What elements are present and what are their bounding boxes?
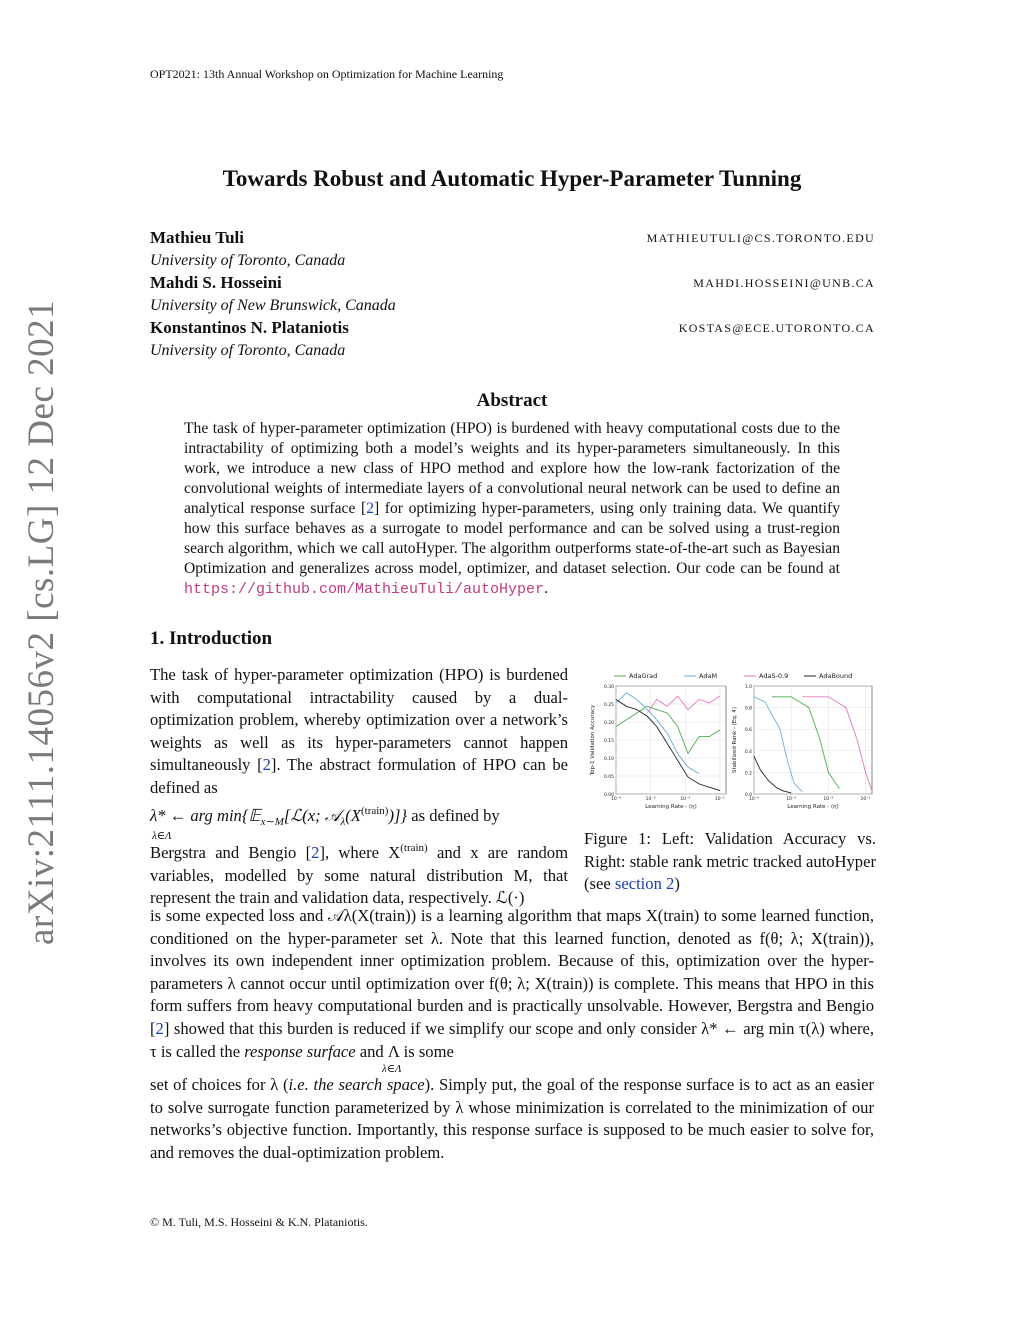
caption-text: Figure 1: Left: Validation Accuracy vs. Right: stable rank metric tracked autoHyper (see	[584, 829, 876, 894]
text: ], where X	[319, 843, 401, 862]
abstract-heading: Abstract	[476, 390, 548, 411]
intro-paragraph-1	[150, 664, 568, 800]
x-tick-label: 10⁻³	[786, 797, 797, 802]
equation-1	[150, 800, 568, 842]
x-tick-label: 10⁻¹	[714, 797, 725, 802]
eq-part: [ℒ(x; 𝒜	[283, 806, 341, 825]
code-url-link[interactable]: https://github.com/MathieuTuli/autoHyper	[184, 581, 545, 598]
abstract-part: ] for optimizing hyper-parameters, using only training data. We quantify how this surface behaves as a surrogate to model performance and can be solved using a trust-region search algorithm, which we call autoHyper. The algorithm outperforms state-of-the-art such as Bayesian Optimization and generalizes across model, optimizer, and dataset selection. Our code can be found at	[184, 500, 840, 577]
citation-link[interactable]: 2	[155, 1018, 164, 1038]
y-tick-label: 0.30	[603, 685, 614, 690]
author-affiliation: University of Toronto, Canada	[150, 252, 346, 269]
intro-paragraph-4	[150, 1074, 874, 1164]
caption-text: )	[674, 874, 680, 894]
author-email[interactable]: KOSTAS@ECE.UTORONTO.CA	[678, 321, 875, 335]
legend-label: AdaGrad	[629, 672, 658, 680]
eq-superscript: (train)	[400, 842, 428, 854]
y-tick-label: 0.00	[603, 793, 614, 798]
text: set of choices for λ (	[150, 1075, 289, 1094]
section-link[interactable]: section 2	[614, 874, 675, 894]
text: and x are random variables, modelled by some natural distribution M, that represent the train and validation data, respectively. ℒ(·)	[150, 843, 569, 908]
plot-frame	[754, 686, 872, 794]
eq-part: λ* ← arg min{𝔼	[150, 806, 261, 825]
eq-superscript: (train)	[360, 805, 389, 817]
author-affiliation: University of Toronto, Canada	[150, 342, 346, 359]
y-tick-label: 0.0	[744, 793, 752, 798]
copyright-footer: © M. Tuli, M.S. Hosseini & K.N. Plataniotis.	[150, 1215, 368, 1229]
text: ). Simply put, the goal of the response surface is to act as an easier to solve surrogate function parameterized by λ whose minimization is correlated to the minimization of our networks’s objective function. Importantly, this response surface is supposed to be much easier to solve for, and removes the dual-optimization problem.	[150, 1075, 874, 1162]
eq-subscript: x∼M	[260, 816, 284, 828]
x-axis-label: Learning Rate - (η)	[645, 804, 697, 810]
right-panel	[732, 684, 872, 810]
text: and Λ is some	[355, 1041, 454, 1061]
abstract-part: The task of hyper-parameter optimization (HPO) is burdened with heavy computational costs due to the intractability of optimizing both a model’s weights and its hyper-parameters simultaneously. In this work, we introduce a new class of HPO method and explore how the low-rank factorization of the convolutional weights of intermediate layers of a convolutional neural network can be used to define an analytical response surface [	[184, 420, 840, 517]
x-tick-label: 10⁻⁴	[749, 797, 759, 802]
left-panel	[590, 684, 726, 810]
x-tick-label: 10⁻⁴	[611, 797, 621, 802]
legend-label: AdaBound	[819, 672, 853, 680]
y-tick-label: 0.8	[744, 706, 752, 712]
x-axis-label: Learning Rate - (η)	[787, 804, 839, 810]
text: ]. The abstract formulation of HPO can be defined as	[150, 755, 569, 797]
legend-label: AdaS-0.9	[759, 672, 789, 680]
author-name: Mahdi S. Hosseini	[150, 273, 282, 292]
y-tick-label: 0.20	[603, 721, 614, 726]
venue-header: OPT2021: 13th Annual Workshop on Optimization for Machine Learning	[150, 67, 504, 81]
author-3	[150, 318, 875, 360]
text: is some expected loss and 𝒜λ(X(train)) is a learning algorithm that maps X(train) to some learned function, conditioned on the hyper-parameter set λ. Note that this learned function, denoted as f(θ; λ; X(train)), involves its own independent inner optimization problem. Because of this, optimization over the hyper-parameters λ cannot occur until optimization over f(θ; λ; X(train)) is complete. This means that HPO in this form suffers from heavy computational burden and is practically unsolvable. However, Bergstra and Bengio [	[150, 906, 874, 1038]
x-tick-label: 10⁻²	[823, 797, 834, 802]
author-affiliation: University of New Brunswick, Canada	[150, 297, 396, 314]
abstract-part: .	[544, 580, 548, 597]
y-tick-label: 0.6	[744, 728, 752, 734]
author-name: Konstantinos N. Plataniotis	[150, 318, 349, 337]
x-tick-label: 10⁻³	[645, 797, 656, 802]
y-tick-label: 0.15	[603, 739, 614, 744]
y-tick-label: 1.0	[744, 685, 752, 690]
y-tick-label: 0.4	[744, 749, 752, 755]
emphasis: i.e. the search space	[288, 1075, 425, 1094]
paper-title: Towards Robust and Automatic Hyper-Parameter Tunning	[222, 166, 802, 191]
y-axis-label: Top-1 Validation Accuracy	[590, 704, 596, 776]
eq-subscript: λ	[340, 816, 346, 828]
author-email[interactable]: MATHIEUTULI@CS.TORONTO.EDU	[646, 231, 875, 245]
figure-caption	[584, 828, 876, 896]
citation-link[interactable]: 2	[311, 843, 320, 862]
text: ] showed that this burden is reduced if we simplify our scope and only consider λ* ← arg min τ(λ) where, τ is called the	[150, 1018, 874, 1061]
y-tick-label: 0.10	[603, 757, 614, 762]
eq-part: )]}	[388, 806, 408, 825]
x-tick-label: 10⁻¹	[860, 797, 871, 802]
x-tick-label: 10⁻²	[680, 797, 691, 802]
abstract-text	[184, 419, 840, 600]
legend-label: AdaM	[699, 672, 718, 680]
y-tick-label: 0.05	[603, 775, 614, 780]
author-name: Mathieu Tuli	[150, 228, 245, 247]
intro-paragraph-3	[150, 905, 874, 1063]
argmin-subscript: λ∈Λ	[382, 1063, 402, 1075]
author-1	[150, 228, 875, 270]
y-axis-label: Stabilized Rank - (Eq. 4)	[732, 706, 738, 774]
emphasis: response surface	[244, 1041, 356, 1061]
author-2	[150, 273, 875, 315]
y-tick-label: 0.25	[603, 703, 614, 708]
eq-subscript: λ∈Λ	[152, 830, 172, 842]
figure-1	[584, 666, 880, 816]
section-heading: 1. Introduction	[150, 628, 273, 649]
arxiv-stamp: arXiv:2111.14056v2 [cs.LG] 12 Dec 2021	[21, 299, 62, 945]
intro-paragraph-2	[150, 837, 568, 910]
y-tick-label: 0.2	[744, 771, 752, 777]
text: Bergstra and Bengio [	[150, 843, 312, 862]
citation-link[interactable]: 2	[262, 755, 271, 775]
argmin	[150, 805, 261, 842]
text: The task of hyper-parameter optimization (HPO) is burdened with computational intractability caused by a dual-optimization problem, whereby optimization over a network’s weights as well as its hyper-parameters cannot happen simultaneously [	[150, 665, 568, 775]
eq-part: (X	[345, 806, 361, 825]
figure-legend	[614, 672, 852, 680]
author-email[interactable]: MAHDI.HOSSEINI@UNB.CA	[693, 276, 875, 290]
text: as defined by	[407, 806, 500, 825]
citation-link[interactable]: 2	[366, 500, 374, 517]
